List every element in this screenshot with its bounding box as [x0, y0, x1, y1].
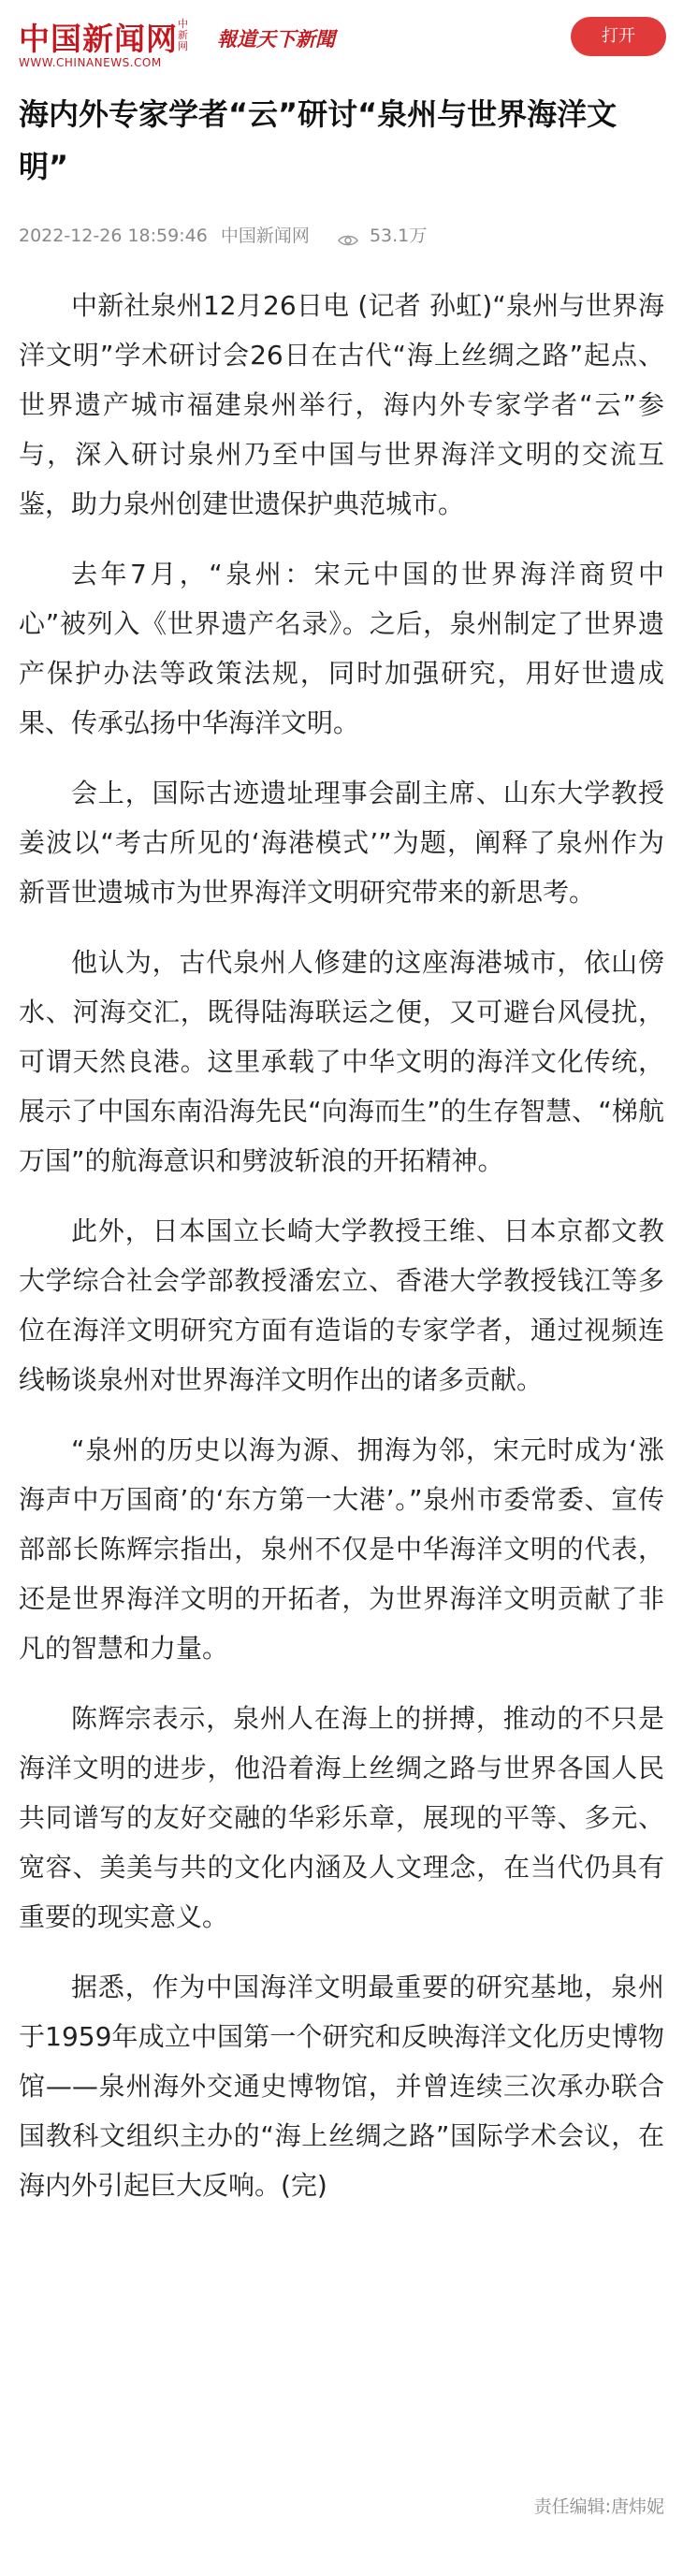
- site-logo-small-text: 中新网: [178, 18, 188, 52]
- site-url: WWW.CHINANEWS.COM: [19, 56, 162, 69]
- editor-credit: 责任编辑:唐炜妮: [533, 2496, 664, 2517]
- article-paragraph: 陈辉宗表示，泉州人在海上的拼搏，推动的不只是海洋文明的进步，他沿着海上丝绸之路与世界各国人民共同谱写的友好交融的华彩乐章，展现的平等、多元、宽容、美美与共的文化内涵及人文理念，在当代仍具有重要的现实意义。: [19, 1703, 664, 1932]
- site-slogan: 報道天下新聞: [217, 27, 335, 51]
- open-app-button[interactable]: 打开: [571, 17, 666, 56]
- article-body: [19, 281, 664, 2231]
- article-date: 2022-12-26 18:59:46: [19, 225, 208, 246]
- article-paragraph: 据悉，作为中国海洋文明最重要的研究基地，泉州于1959年成立中国第一个研究和反映海洋文化历史博物馆——泉州海外交通史博物馆，并曾连续三次承办联合国教科文组织主办的“海上丝绸之路”国际学术会议，在海内外引起巨大反响。(完): [19, 1972, 664, 2201]
- article-paragraph: 此外，日本国立长崎大学教授王维、日本京都文教大学综合社会学部教授潘宏立、香港大学教授钱江等多位在海洋文明研究方面有造诣的专家学者，通过视频连线畅谈泉州对世界海洋文明作出的诸多贡献。: [19, 1215, 664, 1395]
- eye-icon: [338, 229, 358, 242]
- article-title: 海内外专家学者“云”研讨“泉州与世界海洋文明”: [19, 96, 618, 184]
- top-bar: [0, 0, 683, 77]
- article-paragraph: 他认为，古代泉州人修建的这座海港城市，依山傍水、河海交汇，既得陆海联运之便，又可避台风侵扰，可谓天然良港。这里承载了中华文明的海洋文化传统，展示了中国东南沿海先民“向海而生”的生存智慧、“梯航万国”的航海意识和劈波斩浪的开拓精神。: [19, 947, 664, 1176]
- site-logo[interactable]: 中国新闻网: [19, 21, 178, 57]
- article-paragraph: 会上，国际古迹遗址理事会副主席、山东大学教授姜波以“考古所见的‘海港模式’”为题，阐释了泉州作为新晋世遗城市为世界海洋文明研究带来的新思考。: [19, 778, 664, 908]
- article-paragraph: 去年7月，“泉州：宋元中国的世界海洋商贸中心”被列入《世界遗产名录》。之后，泉州制定了世界遗产保护办法等政策法规，同时加强研究，用好世遗成果、传承弘扬中华海洋文明。: [19, 559, 664, 738]
- article-paragraph: 中新社泉州12月26日电 (记者 孙虹)“泉州与世界海洋文明”学术研讨会26日在古代“海上丝绸之路”起点、世界遗产城市福建泉州举行，海内外专家学者“云”参与，深入研讨泉州乃至中国与世界海洋文明的交流互鉴，助力泉州创建世遗保护典范城市。: [19, 290, 664, 519]
- article-source: 中国新闻网: [220, 225, 310, 246]
- article-paragraph: “泉州的历史以海为源、拥海为邻，宋元时成为‘涨海声中万国商’的‘东方第一大港’。”泉州市委常委、宣传部部长陈辉宗指出，泉州不仅是中华海洋文明的代表，还是世界海洋文明的开拓者，为世界海洋文明贡献了非凡的智慧和力量。: [19, 1434, 664, 1664]
- view-count: 53.1万: [369, 225, 428, 246]
- article-meta: [19, 223, 664, 247]
